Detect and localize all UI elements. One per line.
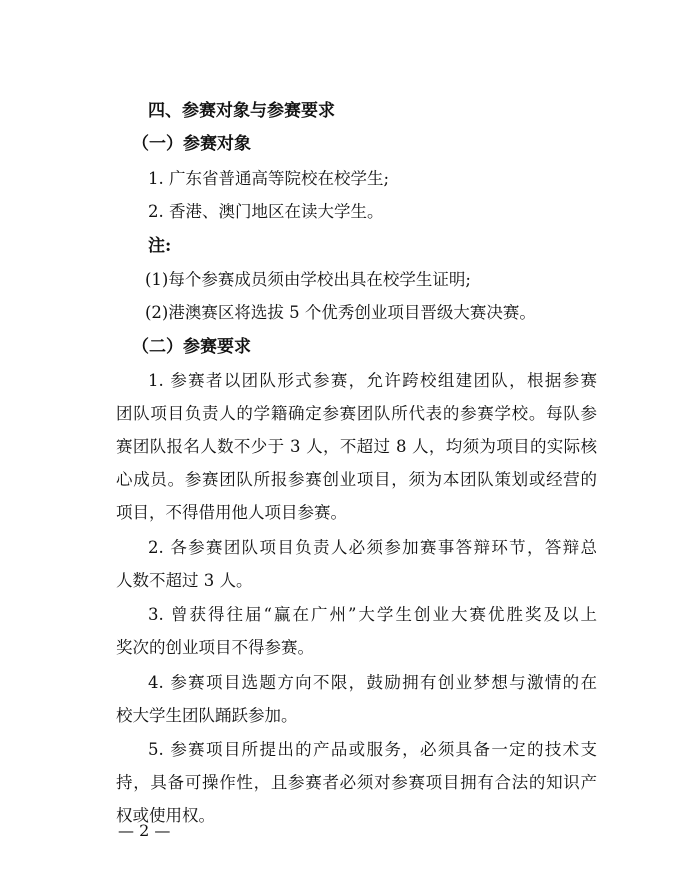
requirement-1-line-2: 团队项目负责人的学籍确定参赛团队所代表的参赛学校。每队参 [116, 404, 597, 423]
requirement-3-line-1: 3. 曾获得往届“赢在广州”大学生创业大赛优胜奖及以上 [148, 605, 597, 624]
requirement-5-line-1: 5. 参赛项目所提出的产品或服务，必须具备一定的技术支 [148, 740, 597, 759]
requirement-3-line-2: 奖次的创业项目不得参赛。 [116, 638, 314, 657]
page-number: — 2 — [118, 821, 171, 840]
requirement-1-line-5: 项目，不得借用他人项目参赛。 [116, 503, 347, 522]
requirement-2-line-1: 2. 各参赛团队项目负责人必须参加赛事答辩环节，答辩总 [148, 538, 597, 557]
subsection-title-participants: （一）参赛对象 [132, 134, 251, 154]
requirement-5-line-2: 持，具备可操作性，且参赛者必须对参赛项目拥有合法的知识产 [116, 773, 597, 792]
requirement-4-line-2: 校大学生团队踊跃参加。 [116, 706, 298, 725]
requirement-1-line-4: 心成员。参赛团队所报参赛创业项目，须为本团队策划或经营的 [116, 470, 597, 489]
requirement-1-line-3: 赛团队报名人数不少于 3 人，不超过 8 人，均须为项目的实际核 [116, 437, 597, 456]
requirement-5-line-3: 权或使用权。 [116, 806, 215, 825]
note-item-2: (2)港澳赛区将选拔 5 个优秀创业项目晋级大赛决赛。 [145, 303, 536, 322]
eligibility-item-2: 2. 香港、澳门地区在读大学生。 [148, 202, 384, 221]
eligibility-item-1: 1. 广东省普通高等院校在校学生; [148, 169, 390, 188]
subsection-title-requirements: （二）参赛要求 [132, 337, 251, 357]
section-title: 四、参赛对象与参赛要求 [148, 101, 335, 121]
requirement-4-line-1: 4. 参赛项目选题方向不限，鼓励拥有创业梦想与激情的在 [148, 673, 597, 692]
requirement-1-line-1: 1. 参赛者以团队形式参赛，允许跨校组建团队，根据参赛 [148, 371, 597, 390]
note-label: 注: [148, 236, 172, 256]
note-item-1: (1)每个参赛成员须由学校出具在校学生证明; [145, 270, 471, 289]
requirement-2-line-2: 人数不超过 3 人。 [116, 571, 253, 590]
